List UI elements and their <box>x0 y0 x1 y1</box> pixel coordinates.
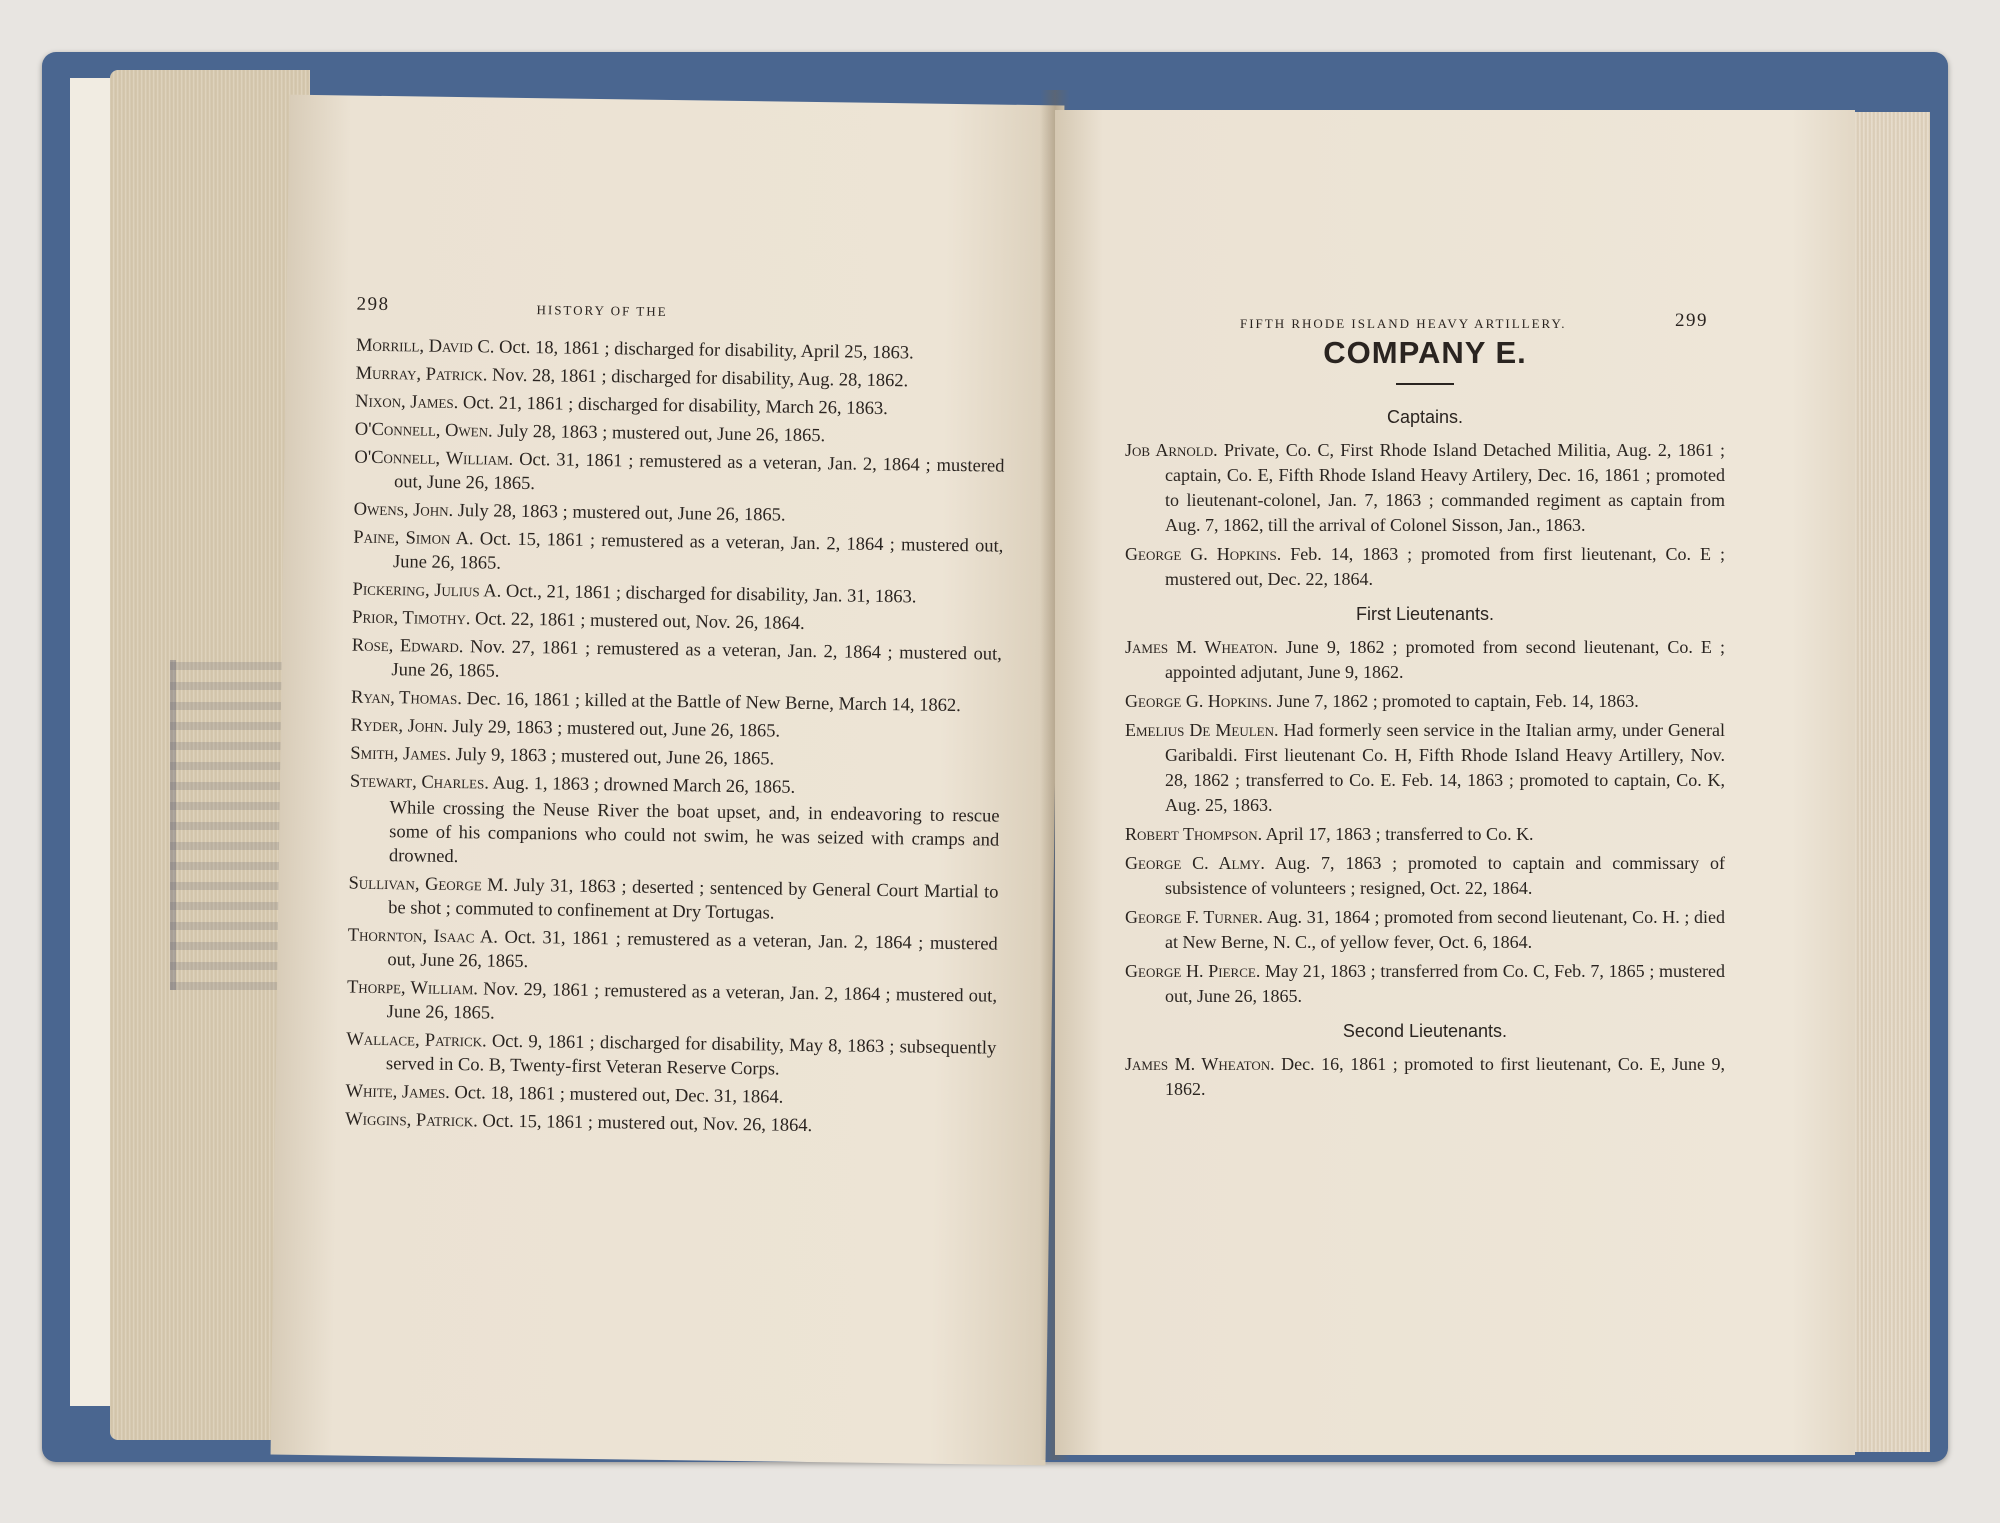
right-page-number: 299 <box>1675 310 1708 331</box>
left-page-number: 298 <box>356 293 390 316</box>
roster-entry <box>346 1028 997 1085</box>
right-page <box>1055 110 1855 1455</box>
service-record: Aug. 31, 1864 ; promoted from second lieutenant, Co. H. ; died at New Berne, N. C., of yellow fever, Oct. 6, 1864. <box>1165 907 1725 952</box>
roster-entry <box>1125 822 1725 847</box>
roster-entry <box>354 498 1004 531</box>
roster-entry <box>348 872 999 929</box>
soldier-name: Wiggins, Patrick. <box>345 1109 478 1132</box>
service-record: Oct. 15, 1861 ; remustered as a veteran, Jan. 2, 1864 ; mustered out, June 26, 1865. <box>392 529 1004 574</box>
soldier-name: Thornton, Isaac A. <box>347 925 499 948</box>
soldier-name: Murray, Patrick. <box>355 363 488 386</box>
roster-entry <box>351 634 1002 691</box>
roster-entry <box>347 924 998 981</box>
soldier-name: Rose, Edward. <box>351 635 464 658</box>
service-record: Oct. 18, 1861 ; mustered out, Dec. 31, 1864. <box>454 1083 784 1108</box>
service-record: Oct., 21, 1861 ; discharged for disability, Jan. 31, 1863. <box>505 581 917 608</box>
soldier-name: O'Connell, Owen. <box>354 419 493 442</box>
service-record: Dec. 16, 1861 ; promoted to first lieutenant, Co. E, June 9, 1862. <box>1165 1054 1725 1099</box>
soldier-name: White, James. <box>345 1081 451 1103</box>
company-heading: COMPANY E. <box>1323 335 1527 370</box>
service-record: Oct. 31, 1861 ; remustered as a veteran, Jan. 2, 1864 ; mustered out, June 26, 1865. <box>393 449 1005 495</box>
roster-entry <box>353 526 1004 583</box>
roster-entry <box>347 976 998 1033</box>
service-record: June 9, 1862 ; promoted from second lieutenant, Co. E ; appointed adjutant, June 9, 1862. <box>1165 637 1725 682</box>
soldier-name: Prior, Timothy. <box>352 607 471 630</box>
roster-entry <box>351 686 1001 719</box>
soldier-name: Sullivan, George M. <box>348 873 509 896</box>
service-record: Oct. 15, 1861 ; mustered out, Nov. 26, 1864. <box>482 1111 813 1137</box>
soldier-name: George F. Turner. <box>1125 907 1263 927</box>
soldier-name: George C. Almy. <box>1125 853 1265 873</box>
service-record: Dec. 16, 1861 ; killed at the Battle of New Berne, March 14, 1862. <box>466 689 961 717</box>
service-record: Oct. 22, 1861 ; mustered out, Nov. 26, 1864. <box>474 609 805 634</box>
service-record: Oct. 9, 1861 ; discharged for disability, May 8, 1863 ; subsequently served in Co. B, Twenty-first Veteran Reserve Corps. <box>385 1031 997 1080</box>
roster-entry <box>355 390 1005 423</box>
soldier-name: Owens, John. <box>353 499 454 521</box>
left-page <box>271 95 1065 1466</box>
service-record: Aug. 7, 1863 ; promoted to captain and commissary of subsistence of volunteers ; resigned, Oct. 22, 1864. <box>1165 853 1725 898</box>
soldier-name: Robert Thompson. <box>1125 824 1263 844</box>
service-record: Oct. 18, 1861 ; discharged for disability, April 25, 1863. <box>498 337 914 364</box>
soldier-name: James M. Wheaton. <box>1125 1054 1275 1074</box>
left-running-title: HISTORY OF THE <box>536 302 668 319</box>
section-heading: First Lieutenants. <box>1355 604 1495 624</box>
roster-entry <box>351 714 1001 747</box>
roster-entry <box>1125 689 1725 714</box>
service-record: July 9, 1863 ; mustered out, June 26, 1865. <box>455 745 775 770</box>
service-record: While crossing the Neuse River the boat upset, and, in endeavoring to rescue some of his companions who could not swim, he was seized with cramps and drowned. <box>388 798 1000 868</box>
roster-entry <box>1125 635 1725 685</box>
soldier-name: Ryan, Thomas. <box>350 687 463 710</box>
service-record: June 7, 1862 ; promoted to captain, Feb. 14, 1863. <box>1276 691 1639 711</box>
service-record: Had formerly seen service in the Italian army, under General Garibaldi. First lieutenant Co. H, Fifth Rhode Island Heavy Artillery, Nov. 28, 1862 ; transferred to Co. E. Feb. 14, 1863 ; promoted to captain, Co. K, Aug. 25, 1863. <box>1165 720 1726 815</box>
soldier-name: Pickering, Julius A. <box>352 579 502 602</box>
roster-entry <box>355 362 1005 395</box>
right-running-title: FIFTH RHODE ISLAND HEAVY ARTILLERY. <box>1240 316 1567 331</box>
soldier-name: James M. Wheaton. <box>1125 637 1278 657</box>
service-record: Nov. 28, 1861 ; discharged for disability, Aug. 28, 1862. <box>491 365 909 392</box>
roster-entry <box>1125 959 1725 1009</box>
service-record: Oct. 31, 1861 ; remustered as a veteran, Jan. 2, 1864 ; mustered out, June 26, 1865. <box>387 927 998 973</box>
roster-entry <box>352 606 1002 639</box>
roster-entry <box>350 742 1000 775</box>
company-roster <box>1125 335 1726 1106</box>
left-running-head <box>286 293 1061 328</box>
library-stamp <box>170 660 286 990</box>
soldier-name: George H. Pierce. <box>1125 961 1261 981</box>
roster-entry <box>352 578 1002 611</box>
right-running-head <box>1055 310 1855 334</box>
heading-rule <box>1396 383 1454 385</box>
service-record: July 29, 1863 ; mustered out, June 26, 1865. <box>452 716 781 742</box>
service-record: Aug. 1, 1863 ; drowned March 26, 1865. <box>492 773 796 798</box>
roster-entry <box>349 796 1000 877</box>
soldier-name: Paine, Simon A. <box>353 527 474 550</box>
roster-entry <box>1125 851 1725 901</box>
service-record: April 17, 1863 ; transferred to Co. K. <box>1265 824 1534 844</box>
service-record: July 31, 1863 ; deserted ; sentenced by General Court Martial to be shot ; commuted to confinement at Dry Tortugas. <box>388 875 999 924</box>
soldier-name: Emelius De Meulen. <box>1125 720 1279 740</box>
section-heading: Second Lieutenants. <box>1342 1021 1508 1041</box>
roster-entry <box>1125 905 1725 955</box>
soldier-name: Ryder, John. <box>350 715 448 737</box>
soldier-name: George G. Hopkins. <box>1125 691 1273 711</box>
roster-sections <box>1125 405 1725 1102</box>
left-roster-entries <box>345 334 1006 1145</box>
soldier-name: O'Connell, William. <box>354 447 514 470</box>
soldier-name: Morrill, David C. <box>355 335 495 358</box>
roster-entry <box>355 418 1005 451</box>
service-record: Nov. 27, 1861 ; remustered as a veteran, Jan. 2, 1864 ; mustered out, June 26, 1865. <box>391 637 1002 682</box>
roster-entry <box>356 334 1006 367</box>
roster-entry <box>345 1080 995 1113</box>
soldier-name: Wallace, Patrick. <box>346 1029 487 1052</box>
section-heading: Captains. <box>1386 407 1464 427</box>
soldier-name: Smith, James. <box>350 743 452 765</box>
service-record: Nov. 29, 1861 ; remustered as a veteran, Jan. 2, 1864 ; mustered out, June 26, 1865. <box>386 979 998 1024</box>
soldier-name: Thorpe, William. <box>346 977 479 1000</box>
roster-entry <box>1125 438 1725 538</box>
roster-entry <box>1125 718 1725 818</box>
roster-entry <box>354 446 1005 503</box>
service-record: July 28, 1863 ; mustered out, June 26, 1865. <box>497 421 826 447</box>
soldier-name: George G. Hopkins. <box>1125 544 1282 564</box>
service-record: Private, Co. C, First Rhode Island Detached Militia, Aug. 2, 1861 ; captain, Co. E, Fifth Rhode Island Heavy Artilery, Dec. 16, 1861 ; promoted to lieutenant-colonel, Jan. 7, 1863 ; commanded regiment as captain from Aug. 7, 1862, till the arrival of Colonel Sisson, Jan., 1863. <box>1165 440 1726 535</box>
soldier-name: Nixon, James. <box>355 391 459 414</box>
roster-entry <box>345 1108 995 1141</box>
roster-entry <box>1125 542 1725 592</box>
soldier-name: Job Arnold. <box>1125 440 1218 460</box>
service-record: Oct. 21, 1861 ; discharged for disability, March 26, 1863. <box>462 393 888 420</box>
service-record: May 21, 1863 ; transferred from Co. C, Feb. 7, 1865 ; mustered out, June 26, 1865. <box>1165 961 1726 1006</box>
service-record: July 28, 1863 ; mustered out, June 26, 1865. <box>457 501 786 526</box>
service-record: Feb. 14, 1863 ; promoted from first lieutenant, Co. E ; mustered out, Dec. 22, 1864. <box>1165 544 1725 589</box>
roster-entry <box>1125 1052 1725 1102</box>
soldier-name: Stewart, Charles. <box>349 771 490 794</box>
